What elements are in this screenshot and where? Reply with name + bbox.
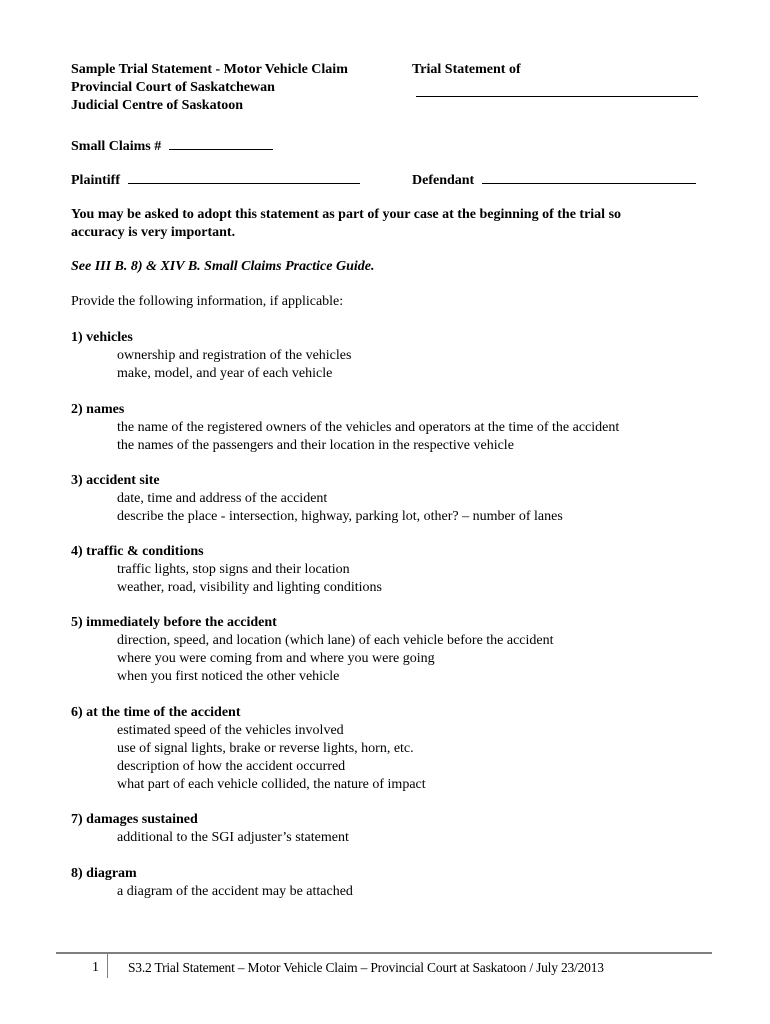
instruction-text: Provide the following information, if applicable:	[71, 294, 344, 309]
item-line: where you were coming from and where you were going	[117, 651, 435, 666]
judicial-centre: Judicial Centre of Saskatoon	[71, 98, 244, 113]
item-line: additional to the SGI adjuster’s statement	[117, 830, 349, 845]
defendant-row	[412, 171, 696, 190]
plaintiff-row	[71, 171, 360, 190]
item-line: the name of the registered owners of the vehicles and operators at the time of the accident	[117, 420, 620, 435]
list-item-names	[71, 401, 619, 455]
footer-text: S3.2 Trial Statement – Motor Vehicle Claim – Provincial Court at Saskatoon / July 23/2013	[128, 960, 604, 975]
item-line: when you first noticed the other vehicle	[117, 669, 340, 684]
trial-statement-of-field[interactable]	[416, 96, 698, 97]
page-number: 1	[92, 960, 99, 975]
item-title: 6) at the time of the accident	[71, 705, 241, 720]
notice-line: accuracy is very important.	[71, 225, 236, 240]
list-item-diagram	[71, 865, 353, 901]
small-claims-number-field[interactable]	[169, 137, 273, 150]
item-title: 8) diagram	[71, 866, 137, 881]
small-claims-label: Small Claims #	[71, 139, 162, 154]
item-line: ownership and registration of the vehicles	[117, 348, 352, 363]
list-item-before-accident	[71, 614, 554, 686]
footer-divider	[56, 952, 712, 954]
list-item-vehicles	[71, 329, 351, 383]
item-line: a diagram of the accident may be attached	[117, 884, 353, 899]
court-name: Provincial Court of Saskatchewan	[71, 80, 275, 95]
item-title: 3) accident site	[71, 473, 160, 488]
item-title: 2) names	[71, 402, 125, 417]
item-line: description of how the accident occurred	[117, 759, 346, 774]
item-title: 5) immediately before the accident	[71, 615, 277, 630]
item-line: make, model, and year of each vehicle	[117, 366, 333, 381]
practice-guide-reference: See III B. 8) & XIV B. Small Claims Practice Guide.	[71, 259, 375, 274]
item-line: what part of each vehicle collided, the nature of impact	[117, 777, 426, 792]
footer-vertical-divider	[107, 953, 108, 978]
item-line: traffic lights, stop signs and their location	[117, 562, 350, 577]
small-claims-row	[71, 137, 273, 156]
notice-line: You may be asked to adopt this statement as part of your case at the beginning of the trial so	[71, 207, 622, 222]
list-item-damages	[71, 811, 349, 847]
trial-statement-of-label: Trial Statement of	[412, 62, 521, 77]
document-title: Sample Trial Statement - Motor Vehicle Claim	[71, 62, 348, 77]
list-item-accident-site	[71, 472, 563, 526]
item-line: estimated speed of the vehicles involved	[117, 723, 344, 738]
defendant-label: Defendant	[412, 173, 475, 188]
item-line: weather, road, visibility and lighting conditions	[117, 580, 383, 595]
list-item-time-of-accident	[71, 704, 426, 794]
adopt-statement-notice	[71, 206, 621, 242]
defendant-field[interactable]	[482, 171, 696, 184]
item-line: describe the place - intersection, highway, parking lot, other? – number of lanes	[117, 509, 563, 524]
item-title: 7) damages sustained	[71, 812, 198, 827]
item-line: date, time and address of the accident	[117, 491, 328, 506]
item-line: direction, speed, and location (which lane) of each vehicle before the accident	[117, 633, 554, 648]
item-title: 4) traffic & conditions	[71, 544, 204, 559]
list-item-traffic-conditions	[71, 543, 382, 597]
document-header	[71, 61, 348, 115]
plaintiff-field[interactable]	[128, 171, 360, 184]
plaintiff-label: Plaintiff	[71, 173, 120, 188]
item-line: the names of the passengers and their location in the respective vehicle	[117, 438, 514, 453]
item-line: use of signal lights, brake or reverse lights, horn, etc.	[117, 741, 414, 756]
item-title: 1) vehicles	[71, 330, 133, 345]
